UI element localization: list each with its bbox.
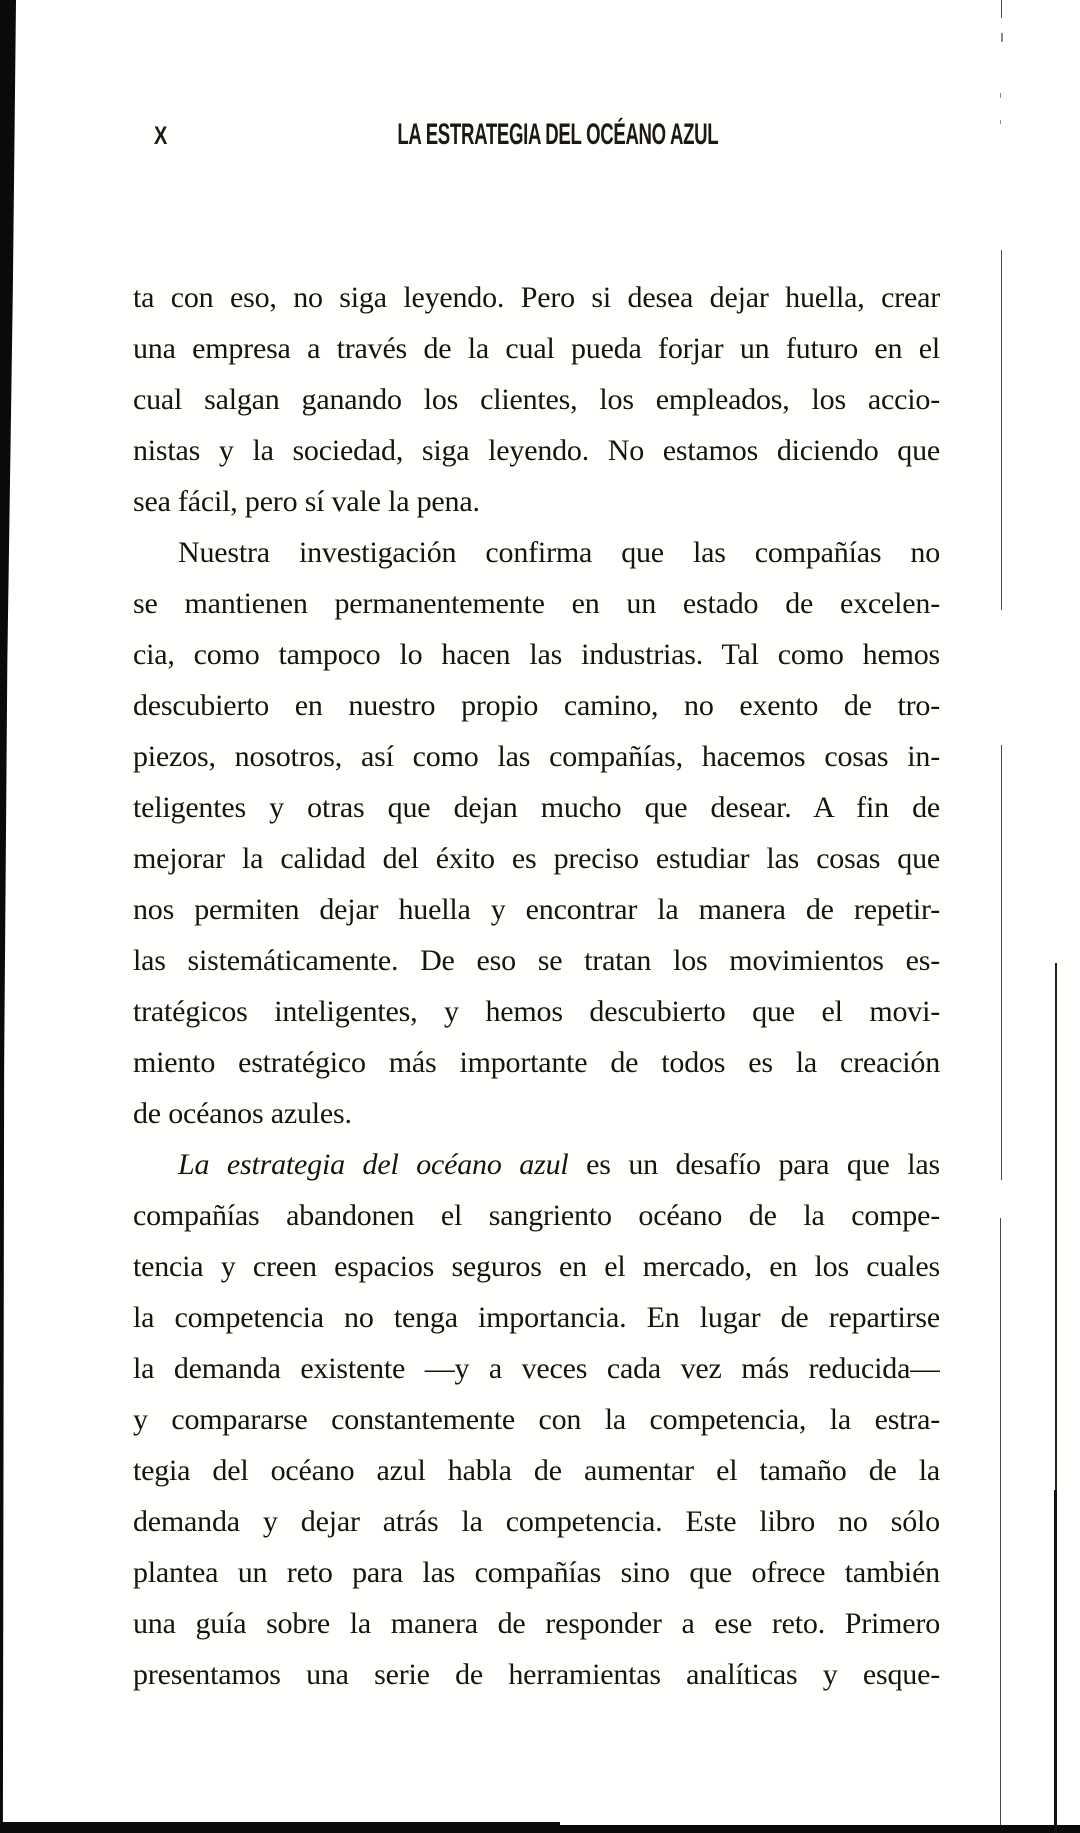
scan-edge-line	[1054, 1490, 1057, 1833]
running-title: LA ESTRATEGIA DEL OCÉANO AZUL	[397, 118, 719, 151]
text-line: tencia y creen espacios seguros en el mercado, en los cuales	[133, 1250, 940, 1283]
scan-edge-line	[1000, 120, 1001, 124]
text-line: cia, como tampoco lo hacen las industrias. Tal como hemos	[133, 638, 940, 671]
italic-book-title: La estrategia del océano azul	[178, 1148, 569, 1181]
text-line: y compararse constantemente con la competencia, la estra-	[133, 1403, 940, 1436]
scan-edge-line	[1000, 1218, 1001, 1825]
text-line: teligentes y otras que dejan mucho que desear. A fin de	[133, 791, 940, 824]
scan-edge-line	[1055, 963, 1057, 1493]
text-line: Nuestra investigación confirma que las compañías no	[178, 536, 940, 569]
scan-edge-line	[1001, 0, 1002, 18]
text-line: una empresa a través de la cual pueda forjar un futuro en el	[133, 332, 940, 365]
scan-bottom-edge	[0, 1825, 1080, 1833]
text-line: nistas y la sociedad, siga leyendo. No estamos diciendo que	[133, 434, 940, 467]
scan-edge-line	[1001, 250, 1002, 610]
text-line: piezos, nosotros, así como las compañías, hacemos cosas in-	[133, 740, 940, 773]
scan-edge-line	[1001, 33, 1003, 42]
text-line: las sistemáticamente. De eso se tratan los movimientos es-	[133, 944, 940, 977]
text-line: sea fácil, pero sí vale la pena.	[133, 485, 480, 518]
text-line: demanda y dejar atrás la competencia. Este libro no sólo	[133, 1505, 940, 1538]
page-number: X	[154, 122, 168, 150]
text-line: la competencia no tenga importancia. En lugar de repartirse	[133, 1301, 940, 1334]
text-line: presentamos una serie de herramientas analíticas y esque-	[133, 1658, 940, 1691]
text-line: descubierto en nuestro propio camino, no exento de tro-	[133, 689, 940, 722]
text-line: cual salgan ganando los clientes, los empleados, los accio-	[133, 383, 940, 416]
scan-edge-line	[1000, 93, 1001, 98]
text-line: mejorar la calidad del éxito es preciso estudiar las cosas que	[133, 842, 940, 875]
text-line: se mantienen permanentemente en un estado de excelen-	[133, 587, 940, 620]
text-line: La estrategia del océano azul es un desafío para que las	[178, 1148, 940, 1181]
scan-bottom-edge-step	[0, 1822, 560, 1825]
text-line: plantea un reto para las compañías sino que ofrece también	[133, 1556, 940, 1589]
text-line: nos permiten dejar huella y encontrar la manera de repetir-	[133, 893, 940, 926]
scan-edge-line	[1001, 745, 1002, 1180]
scan-gutter-shadow	[0, 0, 16, 1833]
text-line: de océanos azules.	[133, 1097, 352, 1130]
text-line: tegia del océano azul habla de aumentar el tamaño de la	[133, 1454, 940, 1487]
text-line: ta con eso, no siga leyendo. Pero si desea dejar huella, crear	[133, 281, 940, 314]
text-line: compañías abandonen el sangriento océano de la compe-	[133, 1199, 940, 1232]
text-line: tratégicos inteligentes, y hemos descubierto que el movi-	[133, 995, 940, 1028]
body-text	[133, 272, 940, 1700]
text-line: miento estratégico más importante de todos es la creación	[133, 1046, 940, 1079]
text-line: una guía sobre la manera de responder a ese reto. Primero	[133, 1607, 940, 1640]
running-title-container	[133, 118, 983, 152]
text-line: la demanda existente —y a veces cada vez más reducida—	[133, 1352, 940, 1385]
